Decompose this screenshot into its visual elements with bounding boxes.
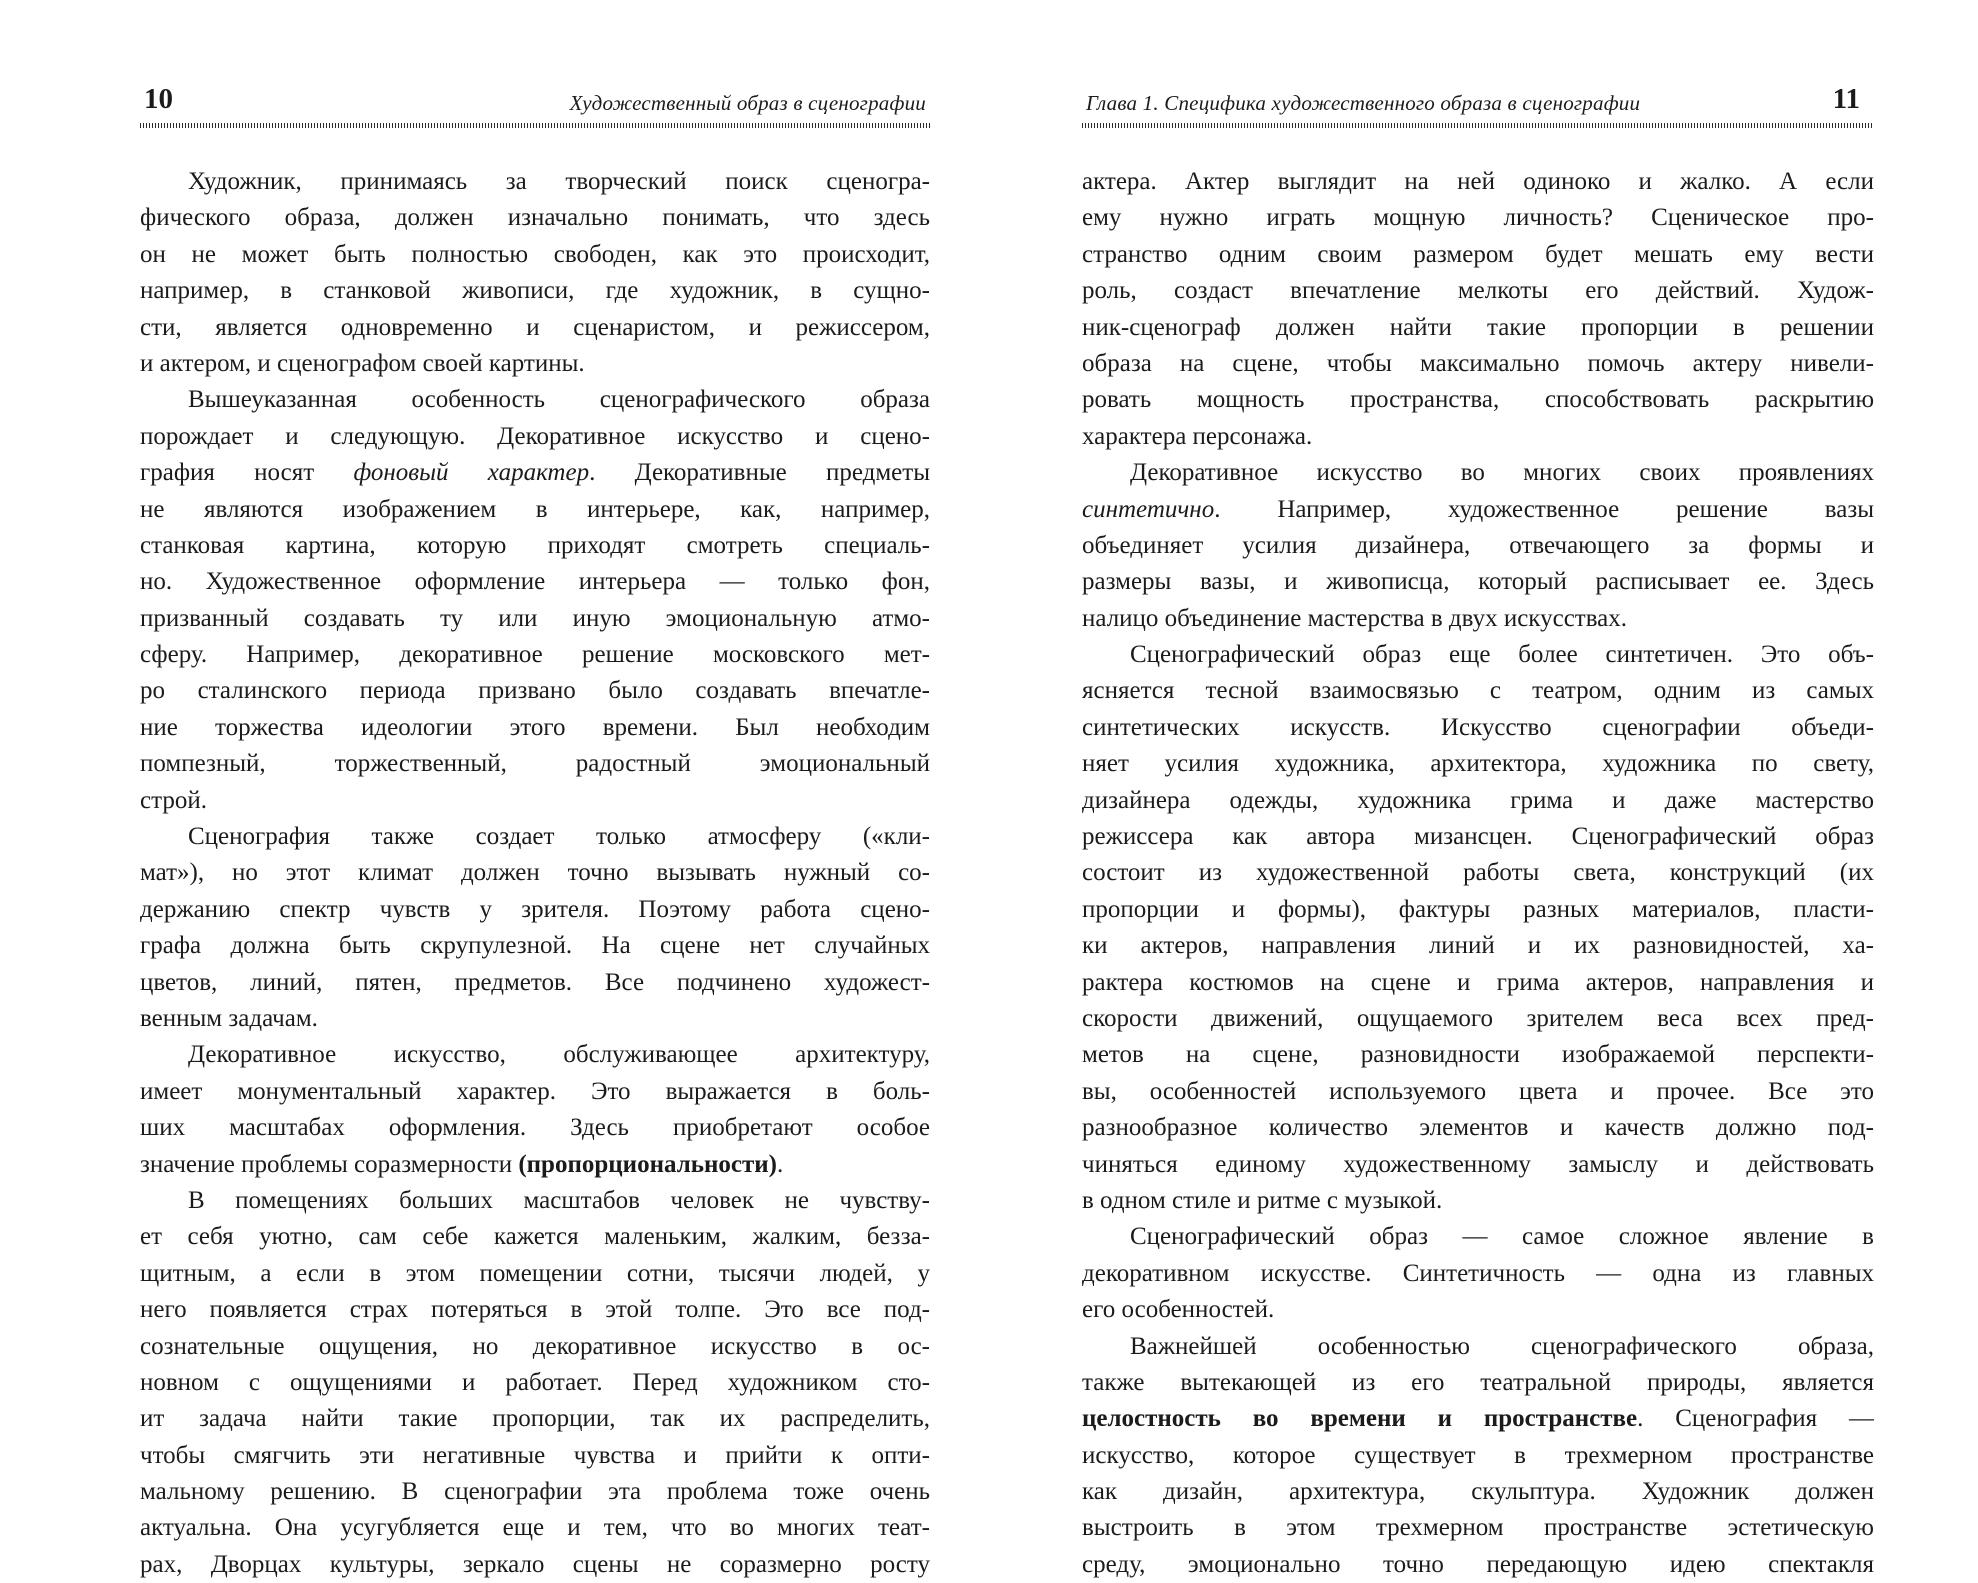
text-segment: дизайнера одежды, художника грима и даже мастерство	[1082, 786, 1874, 814]
text-line	[140, 455, 930, 491]
text-segment: графия носят	[140, 459, 354, 487]
text-segment: ро сталинского периода призвано было создавать впечатле-	[140, 677, 930, 705]
right-page	[1082, 0, 1874, 1578]
text-segment: Важнейшей особенностью сценографического образа,	[1130, 1332, 1874, 1360]
text-line	[1082, 1147, 1874, 1183]
text-segment: ших масштабах оформления. Здесь приобретают особое	[140, 1114, 930, 1142]
text-line	[1082, 1438, 1874, 1474]
text-segment: среду, эмоционально точно передающую идею спектакля	[1082, 1550, 1874, 1578]
text-segment: Сценографический образ еще более синтетичен. Это объ-	[1130, 641, 1874, 669]
running-title: Художественный образ в сценографии	[569, 91, 926, 115]
text-segment: Декоративное искусство во многих своих проявлениях	[1130, 459, 1874, 487]
text-line	[140, 1547, 930, 1583]
text-segment: характера персонажа.	[1082, 422, 1313, 450]
text-line	[1082, 855, 1874, 891]
text-line	[1082, 564, 1874, 600]
text-line	[140, 710, 930, 746]
text-segment: ему нужно играть мощную личность? Сценическое про-	[1082, 204, 1874, 232]
text-segment: Вышеуказанная особенность сценографического образа	[188, 386, 930, 414]
page-number: 11	[1832, 83, 1860, 115]
text-segment: ровать мощность пространства, способствовать раскрытию	[1082, 386, 1874, 414]
text-segment: скорости движений, ощущаемого зрителем веса всех пред-	[1082, 1004, 1874, 1032]
text-line	[140, 965, 930, 1001]
text-segment: ние торжества идеологии этого времени. Был необходим	[140, 713, 930, 741]
right-body-text	[1082, 164, 1874, 1583]
text-line	[1082, 237, 1874, 273]
text-segment: Художник, принимаясь за творческий поиск сценогра-	[188, 168, 930, 195]
text-segment: синтетических искусств. Искусство сценографии объеди-	[1082, 713, 1874, 741]
text-line	[140, 746, 930, 782]
text-segment: состоит из художественной работы света, конструкций (их	[1082, 859, 1874, 887]
text-line	[1082, 419, 1874, 455]
text-line	[140, 237, 930, 273]
text-line	[1082, 1510, 1874, 1546]
bold-text: целостность во времени и пространстве	[1082, 1405, 1638, 1433]
text-segment: него появляется страх потеряться в этой толпе. Это все под-	[140, 1296, 930, 1324]
text-line	[140, 564, 930, 600]
left-running-head	[140, 83, 930, 128]
text-line	[1082, 1292, 1874, 1328]
text-line	[140, 310, 930, 346]
text-line	[140, 1438, 930, 1474]
text-segment: он не может быть полностью свободен, как это происходит,	[140, 240, 930, 268]
text-segment: образа на сцене, чтобы максимально помочь актеру нивели-	[1082, 349, 1874, 377]
text-segment: значение проблемы соразмерности	[140, 1150, 519, 1178]
text-line	[1082, 1219, 1874, 1255]
italic-text: фоновый характер	[353, 459, 590, 487]
text-line	[140, 1510, 930, 1546]
text-segment: Декоративное искусство, обслуживающее архитектуру,	[188, 1041, 930, 1069]
text-line	[140, 892, 930, 928]
text-segment: актера. Актер выглядит на ней одиноко и жалко. А если	[1082, 168, 1874, 195]
left-page	[140, 0, 930, 1578]
text-line	[140, 1474, 930, 1510]
text-line	[140, 819, 930, 855]
text-line	[140, 200, 930, 236]
text-segment: в одном стиле и ритме с музыкой.	[1082, 1186, 1443, 1214]
text-segment: рактера костюмов на сцене и грима актеров, направления и	[1082, 968, 1874, 996]
text-segment: .	[776, 1150, 784, 1178]
text-line	[140, 164, 930, 200]
text-segment: выстроить в этом трехмерном пространстве эстетическую	[1082, 1514, 1874, 1542]
text-segment: декоративном искусстве. Синтетичность — одна из главных	[1082, 1259, 1874, 1287]
text-segment: размеры вазы, и живописца, который расписывает ее. Здесь	[1082, 568, 1874, 596]
text-line	[1082, 783, 1874, 819]
text-segment: цветов, линий, пятен, предметов. Все подчинено художест-	[140, 968, 930, 996]
text-segment: не являются изображением в интерьере, как, например,	[140, 495, 930, 523]
text-segment: мальному решению. В сценографии эта проблема тоже очень	[140, 1478, 930, 1506]
text-segment: чтобы смягчить эти негативные чувства и прийти к опти-	[140, 1441, 930, 1469]
text-line	[140, 928, 930, 964]
header-rule	[1082, 123, 1874, 128]
text-line	[1082, 273, 1874, 309]
text-line	[140, 382, 930, 418]
text-segment: ник-сценограф должен найти такие пропорции в решении	[1082, 313, 1874, 341]
text-line	[1082, 200, 1874, 236]
text-line	[1082, 1183, 1874, 1219]
text-segment: странство одним своим размером будет мешать ему вести	[1082, 240, 1874, 268]
text-segment: мат»), но этот климат должен точно вызывать нужный со-	[140, 859, 930, 887]
text-segment: няет усилия художника, архитектора, художника по свету,	[1082, 750, 1874, 778]
text-segment: также вытекающей из его театральной природы, является	[1082, 1368, 1874, 1396]
text-line	[140, 637, 930, 673]
text-segment: В помещениях больших масштабов человек не чувству-	[188, 1186, 930, 1214]
text-line	[1082, 1365, 1874, 1401]
text-segment: держанию спектр чувств у зрителя. Поэтому работа сцено-	[140, 895, 930, 923]
text-line	[140, 1401, 930, 1437]
text-line	[1082, 1329, 1874, 1365]
text-segment: имеет монументальный характер. Это выражается в боль-	[140, 1077, 930, 1105]
bold-text: (пропорциональности)	[518, 1150, 777, 1178]
text-segment: Сценография также создает только атмосферу («кли-	[188, 823, 930, 851]
text-segment: метов на сцене, разновидности изображаемой перспекти-	[1082, 1041, 1874, 1069]
text-line	[140, 1001, 930, 1037]
text-segment: ки актеров, направления линий и их разновидностей, ха-	[1082, 932, 1874, 960]
text-segment: искусство, которое существует в трехмерном пространстве	[1082, 1441, 1874, 1469]
text-line	[1082, 637, 1874, 673]
text-line	[140, 1292, 930, 1328]
text-line	[140, 419, 930, 455]
text-line	[140, 601, 930, 637]
text-segment: актуальна. Она усугубляется еще и тем, что во многих теат-	[140, 1514, 930, 1542]
text-segment: роль, создаст впечатление мелкоты его действий. Худож-	[1082, 277, 1874, 305]
text-segment: ет себя уютно, сам себе кажется маленьким, жалким, безза-	[140, 1223, 930, 1251]
text-segment: ит задача найти такие пропорции, так их распределить,	[140, 1405, 930, 1433]
text-line	[1082, 928, 1874, 964]
text-segment: и актером, и сценографом своей картины.	[140, 349, 585, 377]
text-line	[140, 1147, 930, 1183]
text-line	[1082, 1256, 1874, 1292]
text-segment: помпезный, торжественный, радостный эмоциональный	[140, 750, 930, 778]
text-segment: чиняться единому художественному замыслу и действовать	[1082, 1150, 1874, 1178]
text-segment: фического образа, должен изначально понимать, что здесь	[140, 204, 930, 232]
text-line	[1082, 1401, 1874, 1437]
text-segment: новном с ощущениями и работает. Перед художником сто-	[140, 1368, 930, 1396]
text-line	[1082, 164, 1874, 200]
text-line	[1082, 528, 1874, 564]
text-line	[1082, 746, 1874, 782]
right-running-head	[1082, 83, 1874, 128]
text-line	[140, 783, 930, 819]
text-segment: Сценографический образ — самое сложное явление в	[1130, 1223, 1874, 1251]
text-segment: налицо объединение мастерства в двух искусствах.	[1082, 604, 1628, 632]
text-segment: . Сценография —	[1637, 1405, 1874, 1433]
italic-text: синтетично	[1082, 495, 1215, 523]
text-line	[1082, 601, 1874, 637]
text-line	[1082, 1110, 1874, 1146]
text-line	[140, 1074, 930, 1110]
text-line	[140, 528, 930, 564]
text-segment: щитным, а если в этом помещении сотни, тысячи людей, у	[140, 1259, 930, 1287]
text-segment: рах, Дворцах культуры, зеркало сцены не соразмерно росту	[140, 1550, 930, 1578]
text-line	[1082, 492, 1874, 528]
text-line	[1082, 455, 1874, 491]
text-line	[1082, 1001, 1874, 1037]
text-line	[140, 1256, 930, 1292]
text-segment: пропорции и формы), фактуры разных материалов, пласти-	[1082, 895, 1874, 923]
text-line	[140, 1183, 930, 1219]
text-line	[140, 1219, 930, 1255]
left-body-text	[140, 164, 930, 1583]
text-segment: режиссера как автора мизансцен. Сценографический образ	[1082, 823, 1874, 851]
text-segment: сти, является одновременно и сценаристом, и режиссером,	[140, 313, 930, 341]
text-line	[1082, 710, 1874, 746]
text-segment: например, в станковой живописи, где художник, в сущно-	[140, 277, 930, 305]
text-line	[1082, 673, 1874, 709]
text-segment: сферу. Например, декоративное решение московского мет-	[140, 641, 930, 669]
text-line	[140, 855, 930, 891]
text-line	[140, 346, 930, 382]
text-segment: разнообразное количество элементов и качеств должно под-	[1082, 1114, 1874, 1142]
text-line	[1082, 382, 1874, 418]
text-line	[1082, 346, 1874, 382]
text-segment: . Декоративные предметы	[589, 459, 930, 487]
text-segment: вы, особенностей используемого цвета и прочее. Все это	[1082, 1077, 1874, 1105]
text-line	[140, 1037, 930, 1073]
text-line	[1082, 310, 1874, 346]
text-segment: венным задачам.	[140, 1004, 318, 1032]
text-segment: как дизайн, архитектура, скульптура. Художник должен	[1082, 1478, 1874, 1506]
text-segment: сознательные ощущения, но декоративное искусство в ос-	[140, 1332, 930, 1360]
running-title: Глава 1. Специфика художественного образа в сценографии	[1086, 91, 1641, 115]
text-segment: его особенностей.	[1082, 1296, 1275, 1324]
text-line	[1082, 1474, 1874, 1510]
text-line	[140, 1365, 930, 1401]
text-segment: графа должна быть скрупулезной. На сцене нет случайных	[140, 932, 930, 960]
text-segment: порождает и следующую. Декоративное искусство и сцено-	[140, 422, 930, 450]
header-rule	[140, 123, 930, 128]
text-segment: станковая картина, которую приходят смотреть специаль-	[140, 531, 930, 559]
text-line	[140, 673, 930, 709]
text-segment: . Например, художественное решение вазы	[1214, 495, 1874, 523]
text-line	[1082, 819, 1874, 855]
text-line	[1082, 965, 1874, 1001]
text-segment: призванный создавать ту или иную эмоциональную атмо-	[140, 604, 930, 632]
text-line	[140, 273, 930, 309]
text-line	[1082, 1037, 1874, 1073]
text-segment: ясняется тесной взаимосвязью с театром, одним из самых	[1082, 677, 1874, 705]
text-line	[140, 1329, 930, 1365]
text-segment: объединяет усилия дизайнера, отвечающего за формы и	[1082, 531, 1874, 559]
page-number: 10	[144, 83, 173, 115]
text-line	[140, 1110, 930, 1146]
text-segment: но. Художественное оформление интерьера — только фон,	[140, 568, 930, 596]
text-line	[140, 492, 930, 528]
text-line	[1082, 892, 1874, 928]
text-line	[1082, 1074, 1874, 1110]
text-line	[1082, 1547, 1874, 1583]
text-segment: строй.	[140, 786, 207, 814]
